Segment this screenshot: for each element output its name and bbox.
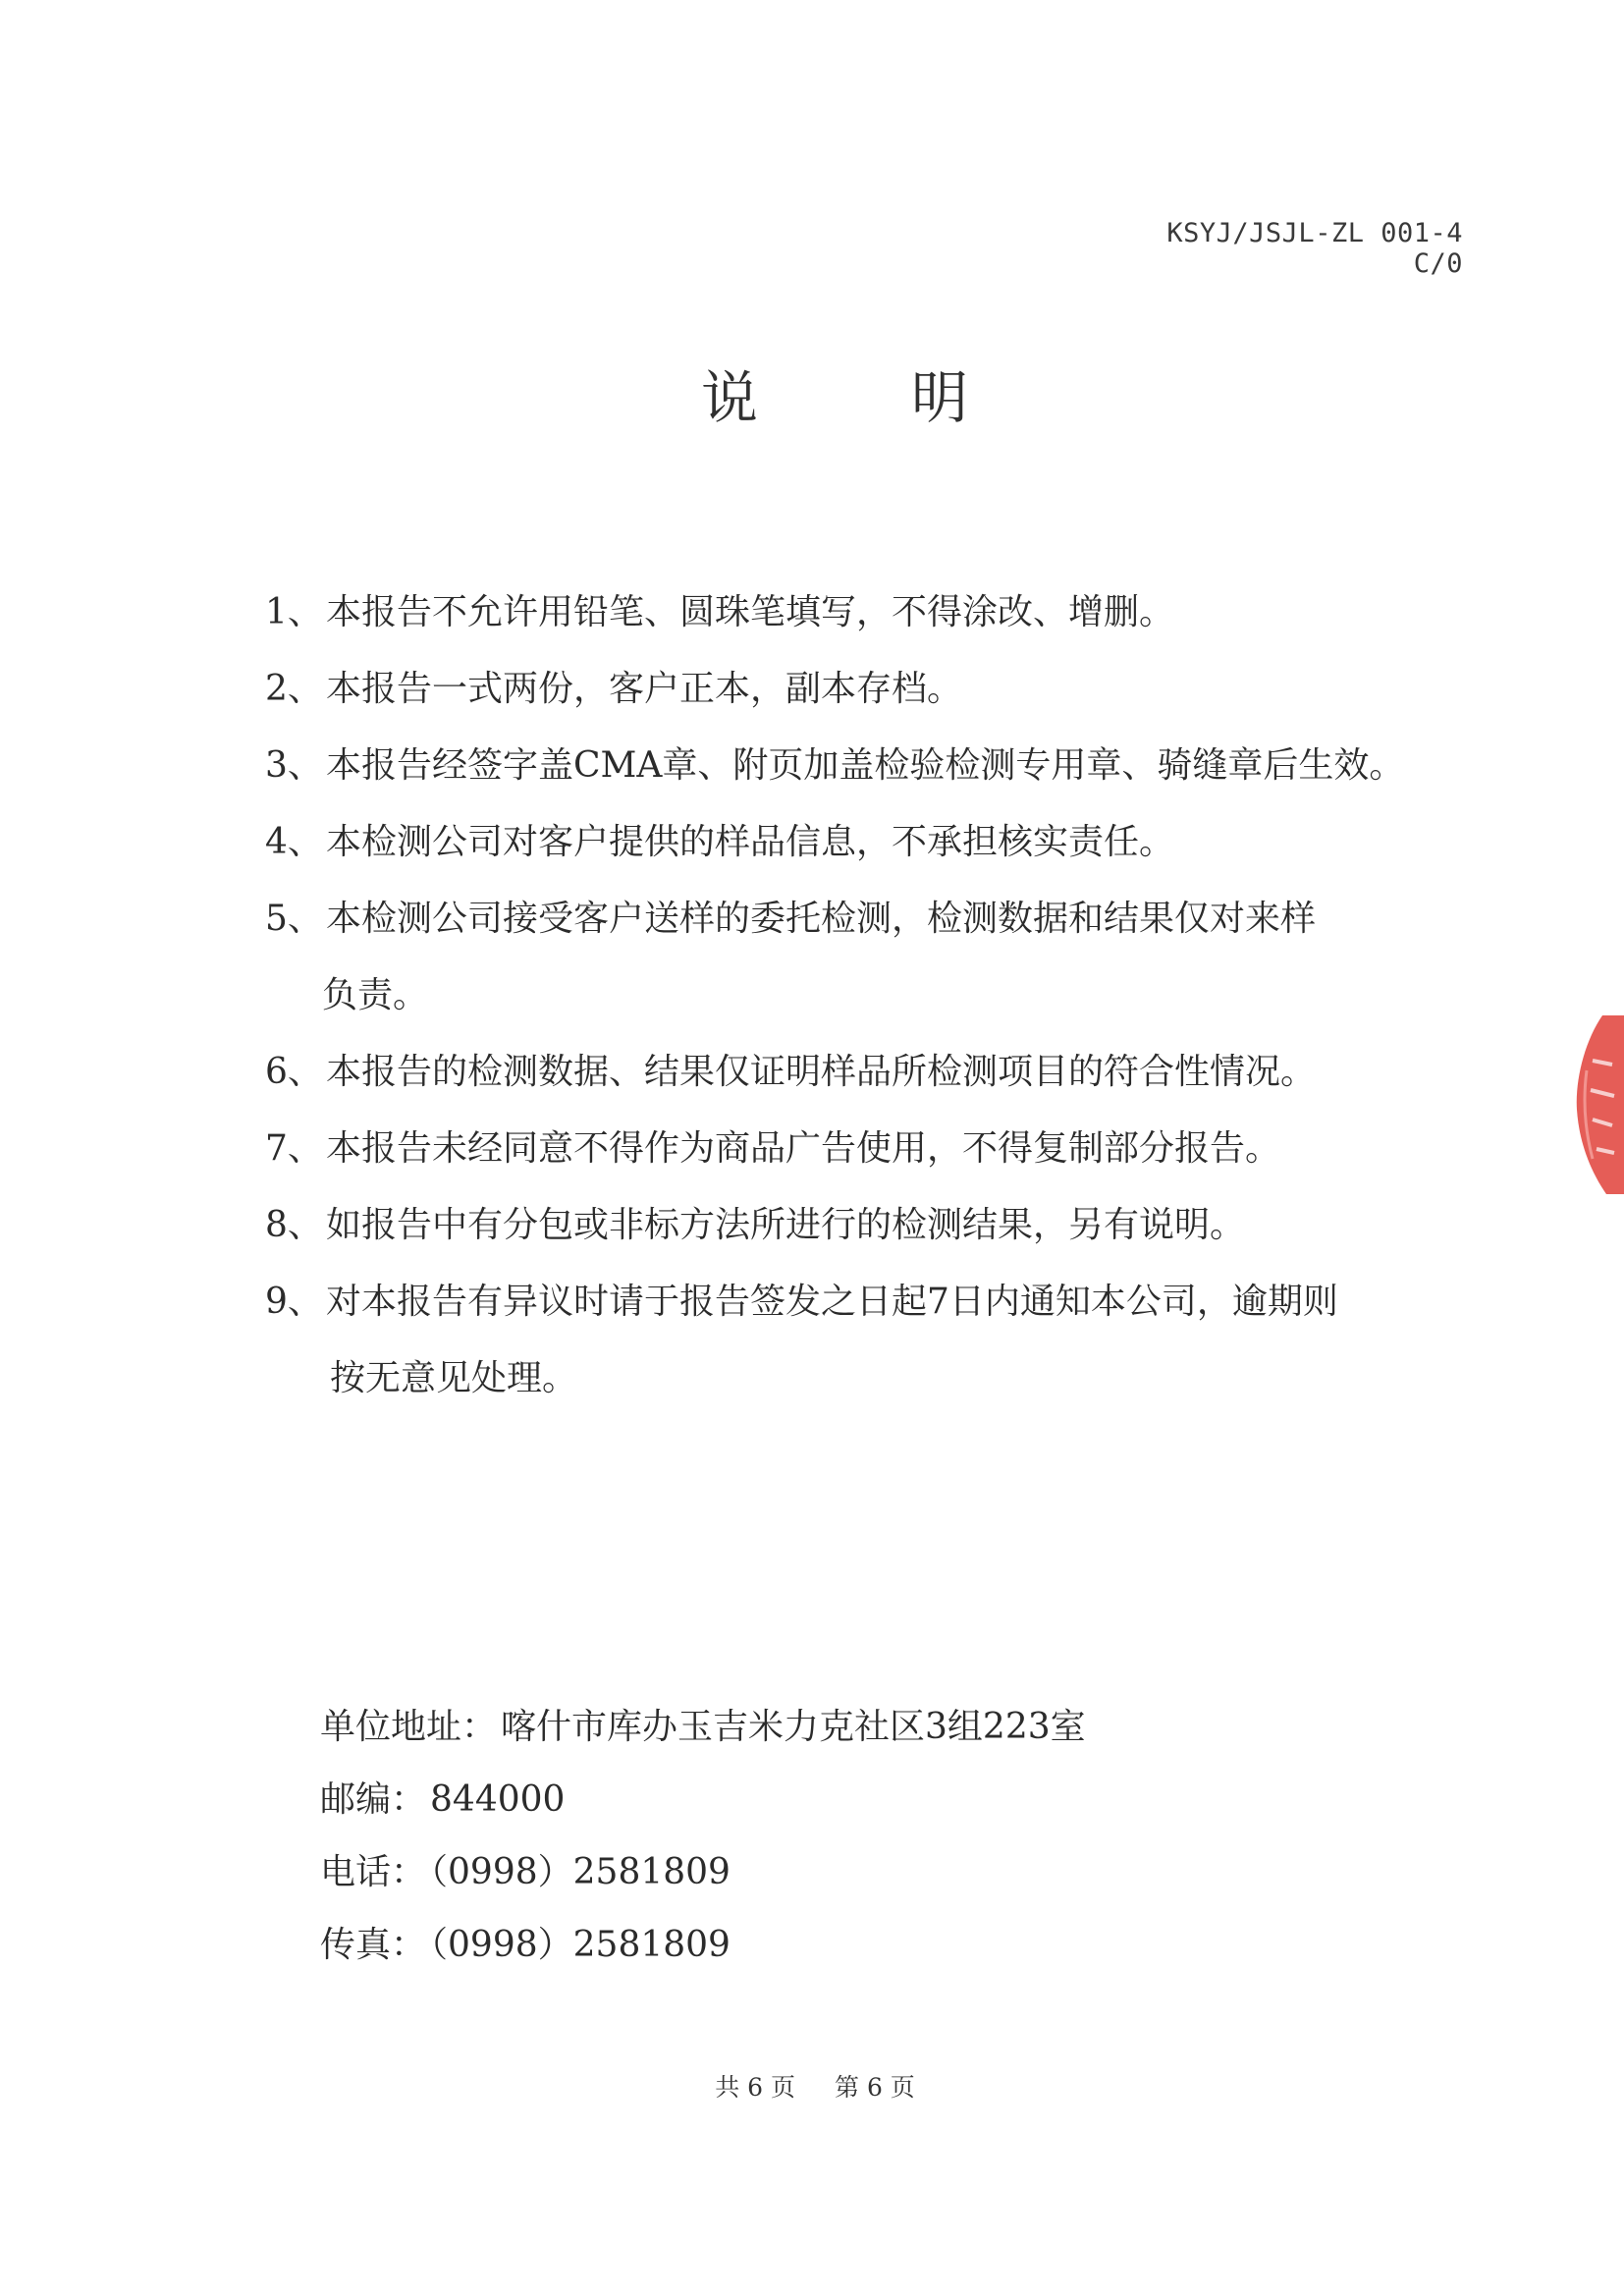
note-number: 8、 [265, 1205, 323, 1245]
postcode-label: 邮编： [320, 1779, 427, 1820]
note-number: 4、 [265, 822, 323, 862]
note-number: 5、 [265, 899, 323, 939]
fax-label: 传真： [320, 1925, 427, 1965]
note-item-9 [265, 1264, 1473, 1417]
postcode-value: 844000 [430, 1779, 566, 1820]
contact-info [320, 1691, 1086, 1982]
total-pages: 共 6 页 [715, 2073, 795, 2102]
fax-row [320, 1909, 1086, 1982]
document-code: KSYJ/JSJL-ZL 001-4 C/0 [1166, 218, 1463, 279]
note-item-1 [265, 574, 1473, 651]
note-text: 本报告的检测数据、结果仅证明样品所检测项目的符合性情况。 [326, 1052, 1317, 1092]
note-number: 9、 [265, 1282, 323, 1322]
note-item-4 [265, 804, 1473, 881]
note-text-continued: 按无意见处理。 [330, 1358, 578, 1398]
seam-seal-stamp [1563, 1011, 1624, 1198]
phone-label: 电话： [320, 1852, 427, 1892]
note-item-7 [265, 1111, 1473, 1187]
note-number: 2、 [265, 669, 323, 709]
address-row [320, 1691, 1086, 1764]
note-item-8 [265, 1187, 1473, 1264]
note-number: 1、 [265, 592, 323, 632]
fax-value: （0998）2581809 [430, 1925, 731, 1965]
note-text: 如报告中有分包或非标方法所进行的检测结果，另有说明。 [326, 1205, 1246, 1245]
note-number: 7、 [265, 1128, 323, 1169]
note-number: 6、 [265, 1052, 323, 1092]
page-footer [687, 2068, 943, 2104]
note-item-2 [265, 651, 1473, 728]
note-text-continued: 负责。 [322, 975, 429, 1015]
note-text: 本报告不允许用铅笔、圆珠笔填写，不得涂改、增删。 [326, 592, 1175, 632]
phone-row [320, 1836, 1086, 1909]
note-item-6 [265, 1034, 1473, 1111]
postcode-row [320, 1764, 1086, 1836]
title-char-1: 说 [701, 364, 759, 431]
notes-list [265, 574, 1473, 1417]
phone-value: （0998）2581809 [430, 1852, 731, 1892]
note-text: 对本报告有异议时请于报告签发之日起7日内通知本公司，逾期则 [326, 1282, 1338, 1322]
note-text: 本报告未经同意不得作为商品广告使用，不得复制部分报告。 [326, 1128, 1281, 1169]
address-value: 喀什市库办玉吉米力克社区3组223室 [501, 1707, 1086, 1747]
address-label: 单位地址： [320, 1707, 498, 1747]
note-text: 本报告一式两份，客户正本，副本存档。 [326, 669, 963, 709]
note-text: 本检测公司对客户提供的样品信息，不承担核实责任。 [326, 822, 1175, 862]
note-number: 3、 [265, 745, 323, 786]
note-item-5 [265, 881, 1473, 1034]
note-text: 本检测公司接受客户送样的委托检测，检测数据和结果仅对来样 [326, 899, 1317, 939]
current-page: 第 6 页 [835, 2073, 915, 2102]
note-text: 本报告经签字盖CMA章、附页加盖检验检测专用章、骑缝章后生效。 [326, 745, 1405, 786]
title-char-2: 明 [911, 364, 969, 431]
note-item-3 [265, 728, 1473, 804]
